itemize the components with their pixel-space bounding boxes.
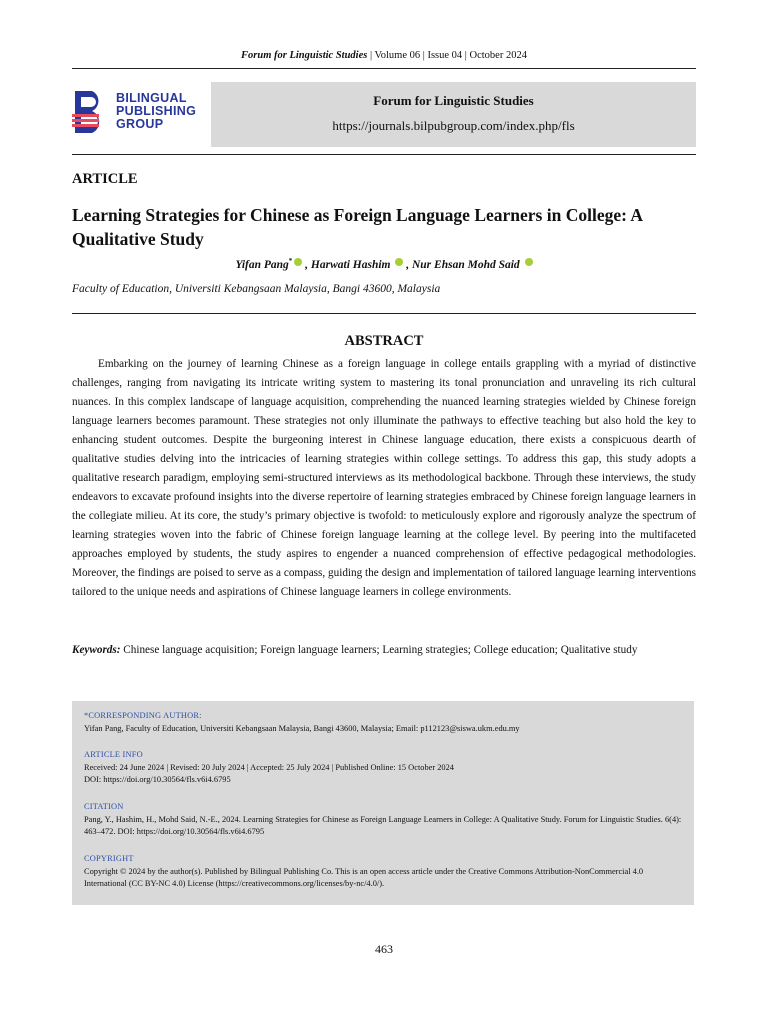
issue-info: | Volume 06 | Issue 04 | October 2024 bbox=[367, 50, 527, 61]
article-info-box bbox=[72, 701, 694, 905]
article-title: Learning Strategies for Chinese as Foreign Language Learners in College: A Qualitative Study bbox=[72, 205, 643, 249]
copyright-heading: COPYRIGHT bbox=[84, 854, 134, 863]
affiliation: Faculty of Education, Universiti Kebangsaan Malaysia, Bangi 43600, Malaysia bbox=[72, 283, 441, 295]
author-name: Yifan Pang bbox=[235, 259, 289, 271]
citation-section bbox=[84, 801, 684, 839]
running-header bbox=[72, 50, 696, 61]
logo-mark-icon bbox=[72, 88, 112, 136]
logo-text bbox=[116, 92, 196, 131]
author-separator: , bbox=[302, 259, 311, 271]
abstract-heading: ABSTRACT bbox=[344, 333, 424, 349]
journal-name: Forum for Linguistic Studies bbox=[241, 50, 368, 61]
author-name: Nur Ehsan Mohd Said bbox=[411, 259, 520, 271]
affiliation-rule bbox=[72, 313, 696, 314]
page-number: 463 bbox=[375, 942, 393, 956]
orcid-icon[interactable] bbox=[525, 258, 533, 266]
author-name: Harwati Hashim bbox=[310, 259, 391, 271]
header-rule bbox=[72, 68, 696, 69]
article-info-section bbox=[84, 749, 684, 787]
header-box-rule bbox=[72, 154, 696, 155]
header-box-title: Forum for Linguistic Studies bbox=[373, 93, 534, 108]
keywords-label: Keywords: bbox=[72, 644, 121, 656]
abstract-body: Embarking on the journey of learning Chinese as a foreign language in college entails grappling with a myriad of distinctive challenges, ranging from navigating its intricate writing system to mastering its tonal pronunciation and unraveling its rich cultural nuances. In this complex landscape of language acquisition, comprehending the nuanced learning strategies wielded by Chinese foreign language learners becomes paramount. These strategies not only illuminate the pathways to effective teaching but also hold the key to enhancing student outcomes. Despite the burgeoning interest in Chinese language education, there exists a conspicuous dearth of qualitative studies delving into the intricacies of learning strategies within college settings. To address this gap, this study adopts a qualitative research paradigm, employing semi-structured interviews as its methodological backbone. Through these interviews, the study endeavors to excavate profound insights into the diverse repertoire of learning strategies embraced by Chinese foreign language learners in the collegiate milieu. At its core, the study’s primary objective is twofold: to meticulously explore and rigorously analyze the spectrum of learning strategies woven into the fabric of Chinese foreign language learning at the college level. By peering into the multifaceted approaches employed by students, the study aspires to engender a nuanced comprehension of effective pedagogical methodologies. Moreover, the findings are poised to serve as a compass, guiding the design and implementation of tailored language learning interventions tailored to the unique needs and aspirations of Chinese language learners in college environments. bbox=[72, 358, 696, 598]
article-doi-link[interactable]: DOI: https://doi.org/10.30564/fls.v6i4.6795 bbox=[84, 775, 231, 784]
logo-line3: GROUP bbox=[116, 117, 164, 131]
corresponding-mark: * bbox=[288, 257, 293, 265]
copyright-section bbox=[84, 853, 684, 891]
logo-line1: BILINGUAL bbox=[116, 91, 187, 105]
keywords-list: Chinese language acquisition; Foreign language learners; Learning strategies; College education; Qualitative study bbox=[120, 644, 638, 656]
logo-line2: PUBLISHING bbox=[116, 104, 197, 118]
citation-heading: CITATION bbox=[84, 802, 124, 811]
article-info-heading: ARTICLE INFO bbox=[84, 750, 143, 759]
journal-url-link[interactable]: https://journals.bilpubgroup.com/index.php/fls bbox=[332, 118, 575, 133]
article-type-label: ARTICLE bbox=[72, 171, 138, 187]
corresponding-section bbox=[84, 710, 684, 735]
citation-text: Pang, Y., Hashim, H., Mohd Said, N.-E., 2024. Learning Strategies for Chinese as Foreign Language Learners in College: A Qualitative Study. Forum for Linguistic Studies. 6(4): 463–472. DOI: https://doi.org/10.30564/fls.v6i4.6795 bbox=[84, 814, 682, 836]
author-list bbox=[72, 257, 696, 271]
author-separator: , bbox=[403, 259, 412, 271]
keywords bbox=[72, 641, 696, 660]
corresponding-text: Yifan Pang, Faculty of Education, Universiti Kebangsaan Malaysia, Bangi 43600, Malaysia; Email: p112123@siswa.ukm.edu.my bbox=[84, 723, 520, 733]
journal-header-box bbox=[211, 82, 696, 147]
corresponding-heading: *CORRESPONDING AUTHOR: bbox=[84, 711, 202, 720]
publisher-logo bbox=[72, 88, 212, 138]
copyright-text: Copyright © 2024 by the author(s). Published by Bilingual Publishing Co. This is an open access article under the Creative Commons Attribution-NonCommercial 4.0 International (CC BY-NC 4.0) License (https://creativecommons.org/licenses/by-nc/4.0/). bbox=[84, 866, 644, 888]
article-dates: Received: 24 June 2024 | Revised: 20 July 2024 | Accepted: 25 July 2024 | Published Online: 15 October 2024 bbox=[84, 762, 454, 772]
